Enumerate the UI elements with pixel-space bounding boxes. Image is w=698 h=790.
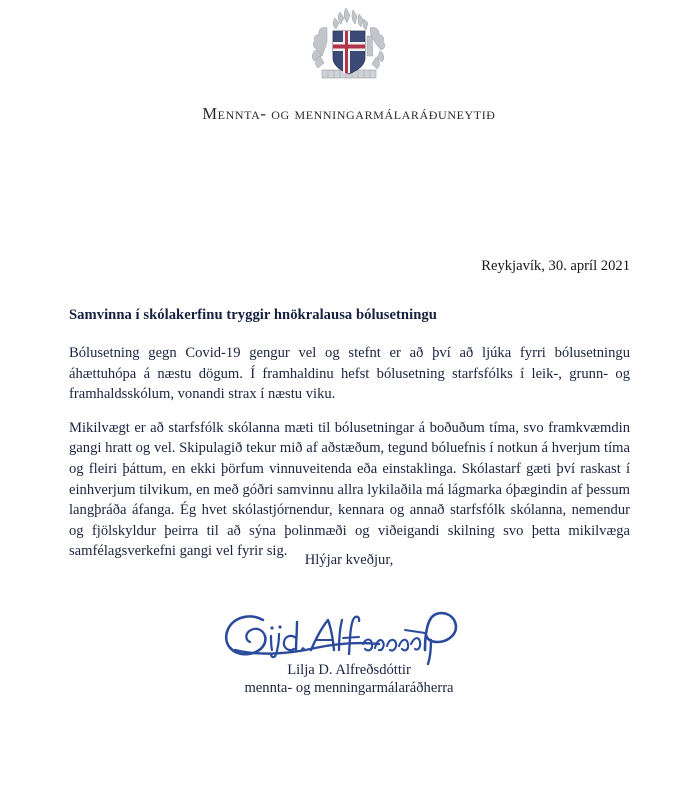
body-paragraph: Bólusetning gegn Covid-19 gengur vel og stefnt er að því að ljúka fyrri bólusetningu áhættuhópa á næstu dögum. Í framhaldinu hefst bólusetning starfsfólks í leik-, grunn- og framhaldsskólum, vonandi strax í næstu viku. <box>69 345 630 403</box>
signature-container <box>0 606 698 668</box>
letter-headline: Samvinna í skólakerfinu tryggir hnökralausa bólusetningu <box>69 307 437 323</box>
crest-container <box>0 6 698 92</box>
dateline: Reykjavík, 30. apríl 2021 <box>481 258 630 274</box>
signer-name: Lilja D. Alfreðsdóttir <box>287 662 411 678</box>
iceland-flag-shield <box>333 31 365 74</box>
signer-block <box>0 661 698 697</box>
ministry-header: Mennta- og menningarmálaráðuneytið <box>202 104 496 123</box>
closing-salutation: Hlýjar kveðjur, <box>304 552 394 568</box>
letter-body <box>69 343 630 562</box>
handwritten-signature-icon <box>219 606 479 668</box>
iceland-coat-of-arms-icon <box>310 6 388 92</box>
signer-title: mennta- og menningarmálaráðherra <box>244 680 454 696</box>
body-paragraph: Mikilvægt er að starfsfólk skólanna mæti til bólusetningar á boðuðum tíma, svo framkvæmdin gangi hratt og vel. Skipulagið tekur mið af aðstæðum, tegund bóluefnis í notkun á hverjum tíma og fleiri þáttum, en ekki þörfum vinnuveitenda eða einstaklinga. Skólastarf gæti því raskast í einhverjum tilvikum, en með góðri samvinnu allra lykilaðila má lágmarka óþægindin af þessum langþráða áfanga. Ég hvet skólastjórnendur, kennara og annað starfsfólk skólanna, nemendur og fjölskyldur þeirra til að sýna þolinmæði og viðeigandi skilning svo þetta mikilvæga samfélagsverkefni gangi vel fyrir sig. <box>69 419 630 560</box>
